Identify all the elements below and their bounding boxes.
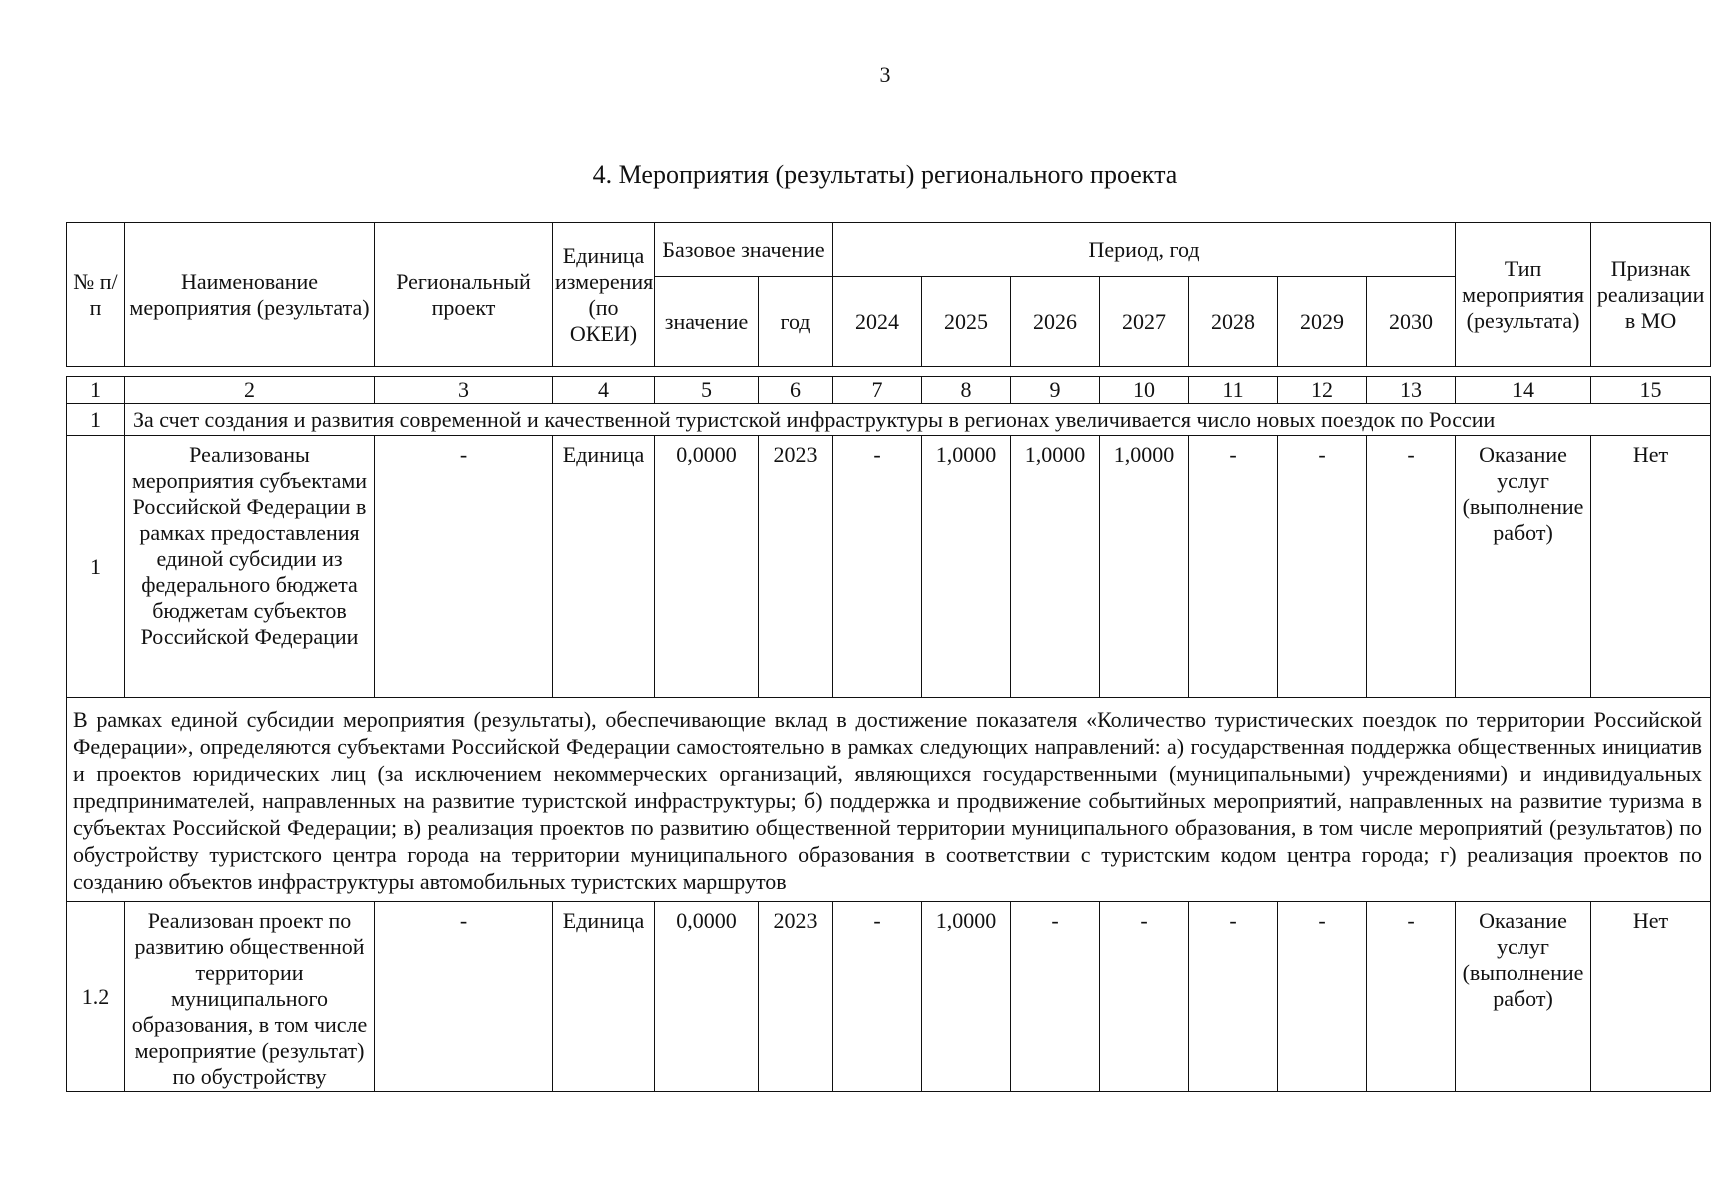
row-base-value: 0,0000	[655, 902, 759, 1092]
row-base-value: 0,0000	[655, 436, 759, 698]
header-year: 2028	[1189, 277, 1278, 367]
column-number: 8	[922, 377, 1011, 404]
column-number: 15	[1591, 377, 1711, 404]
row-year-value: -	[1011, 902, 1100, 1092]
column-number: 9	[1011, 377, 1100, 404]
row-number: 1.2	[67, 902, 125, 1092]
row-number: 1	[67, 436, 125, 698]
header-name: Наименование мероприятия (результата)	[125, 223, 375, 367]
header-unit: Единица измерения (по ОКЕИ)	[553, 223, 655, 367]
row-year-value: 1,0000	[922, 902, 1011, 1092]
row-name: Реализован проект по развитию общественной территории муниципального образования, в том числе мероприятие (результат) по обустройству	[125, 902, 375, 1092]
goal-text: За счет создания и развития современной и качественной туристской инфраструктуры в регионах увеличивается число новых поездок по России	[125, 404, 1711, 436]
row-year-value: -	[833, 436, 922, 698]
row-mo: Нет	[1591, 902, 1711, 1092]
header-base-value: значение	[655, 277, 759, 367]
column-number: 10	[1100, 377, 1189, 404]
column-number: 12	[1278, 377, 1367, 404]
column-number: 11	[1189, 377, 1278, 404]
row-year-value: 1,0000	[1011, 436, 1100, 698]
column-number: 7	[833, 377, 922, 404]
header-year: 2027	[1100, 277, 1189, 367]
row-year-value: 1,0000	[1100, 436, 1189, 698]
column-number: 3	[375, 377, 553, 404]
header-mo: Признак реализации в МО	[1591, 223, 1711, 367]
measures-table	[66, 376, 1711, 1092]
row-project: -	[375, 436, 553, 698]
row-type: Оказание услуг (выполнение работ)	[1456, 436, 1591, 698]
section-title: 4. Мероприятия (результаты) регионального проекта	[592, 160, 1178, 189]
row-base-year: 2023	[759, 902, 833, 1092]
header-num: № п/п	[67, 223, 125, 367]
row-year-value: -	[1278, 436, 1367, 698]
header-base: Базовое значение	[655, 223, 833, 277]
row-year-value: -	[1367, 436, 1456, 698]
column-number: 14	[1456, 377, 1591, 404]
page-number: 3	[879, 62, 891, 87]
header-year: 2026	[1011, 277, 1100, 367]
column-number: 6	[759, 377, 833, 404]
row-type: Оказание услуг (выполнение работ)	[1456, 902, 1591, 1092]
row-year-value: -	[833, 902, 922, 1092]
header-project: Региональный проект	[375, 223, 553, 367]
column-number: 1	[67, 377, 125, 404]
column-number: 4	[553, 377, 655, 404]
goal-number: 1	[67, 404, 125, 436]
row-year-value: 1,0000	[922, 436, 1011, 698]
header-year: 2024	[833, 277, 922, 367]
header-table	[66, 222, 1711, 367]
column-number: 2	[125, 377, 375, 404]
row-name: Реализованы мероприятия субъектами Российской Федерации в рамках предоставления единой субсидии из федерального бюджета бюджетам субъектов Российской Федерации	[125, 436, 375, 698]
note-text: В рамках единой субсидии мероприятия (результаты), обеспечивающие вклад в достижение показателя «Количество туристических поездок по территории Российской Федерации», определяются субъектами Российской Федерации самостоятельно в рамках следующих направлений: а) государственная поддержка общественных инициатив и проектов юридических лиц (за исключением некоммерческих организаций, являющихся государственными (муниципальными) учреждениями) и индивидуальных предпринимателей, направленных на развитие туристской инфраструктуры; б) поддержка и продвижение событийных мероприятий, направленных на развитие туризма в субъектах Российской Федерации; в) реализация проектов по развитию общественной территории муниципального образования, в том числе мероприятий (результатов) по обустройству туристского центра города на территории муниципального образования в соответствии с туристским кодом центра города; г) реализация проектов по созданию объектов инфраструктуры автомобильных туристских маршрутов	[67, 698, 1711, 902]
table-row	[67, 436, 1711, 698]
row-project: -	[375, 902, 553, 1092]
row-year-value: -	[1367, 902, 1456, 1092]
row-year-value: -	[1189, 436, 1278, 698]
header-year: 2029	[1278, 277, 1367, 367]
header-period: Период, год	[833, 223, 1456, 277]
column-number-row	[67, 377, 1711, 404]
column-number: 5	[655, 377, 759, 404]
row-unit: Единица	[553, 902, 655, 1092]
row-unit: Единица	[553, 436, 655, 698]
header-base-year: год	[759, 277, 833, 367]
row-year-value: -	[1189, 902, 1278, 1092]
row-mo: Нет	[1591, 436, 1711, 698]
row-year-value: -	[1278, 902, 1367, 1092]
column-number: 13	[1367, 377, 1456, 404]
row-base-year: 2023	[759, 436, 833, 698]
header-year: 2030	[1367, 277, 1456, 367]
table-row	[67, 902, 1711, 1092]
header-type: Тип мероприятия (результата)	[1456, 223, 1591, 367]
header-year: 2025	[922, 277, 1011, 367]
row-year-value: -	[1100, 902, 1189, 1092]
note-row	[67, 698, 1711, 902]
goal-row	[67, 404, 1711, 436]
